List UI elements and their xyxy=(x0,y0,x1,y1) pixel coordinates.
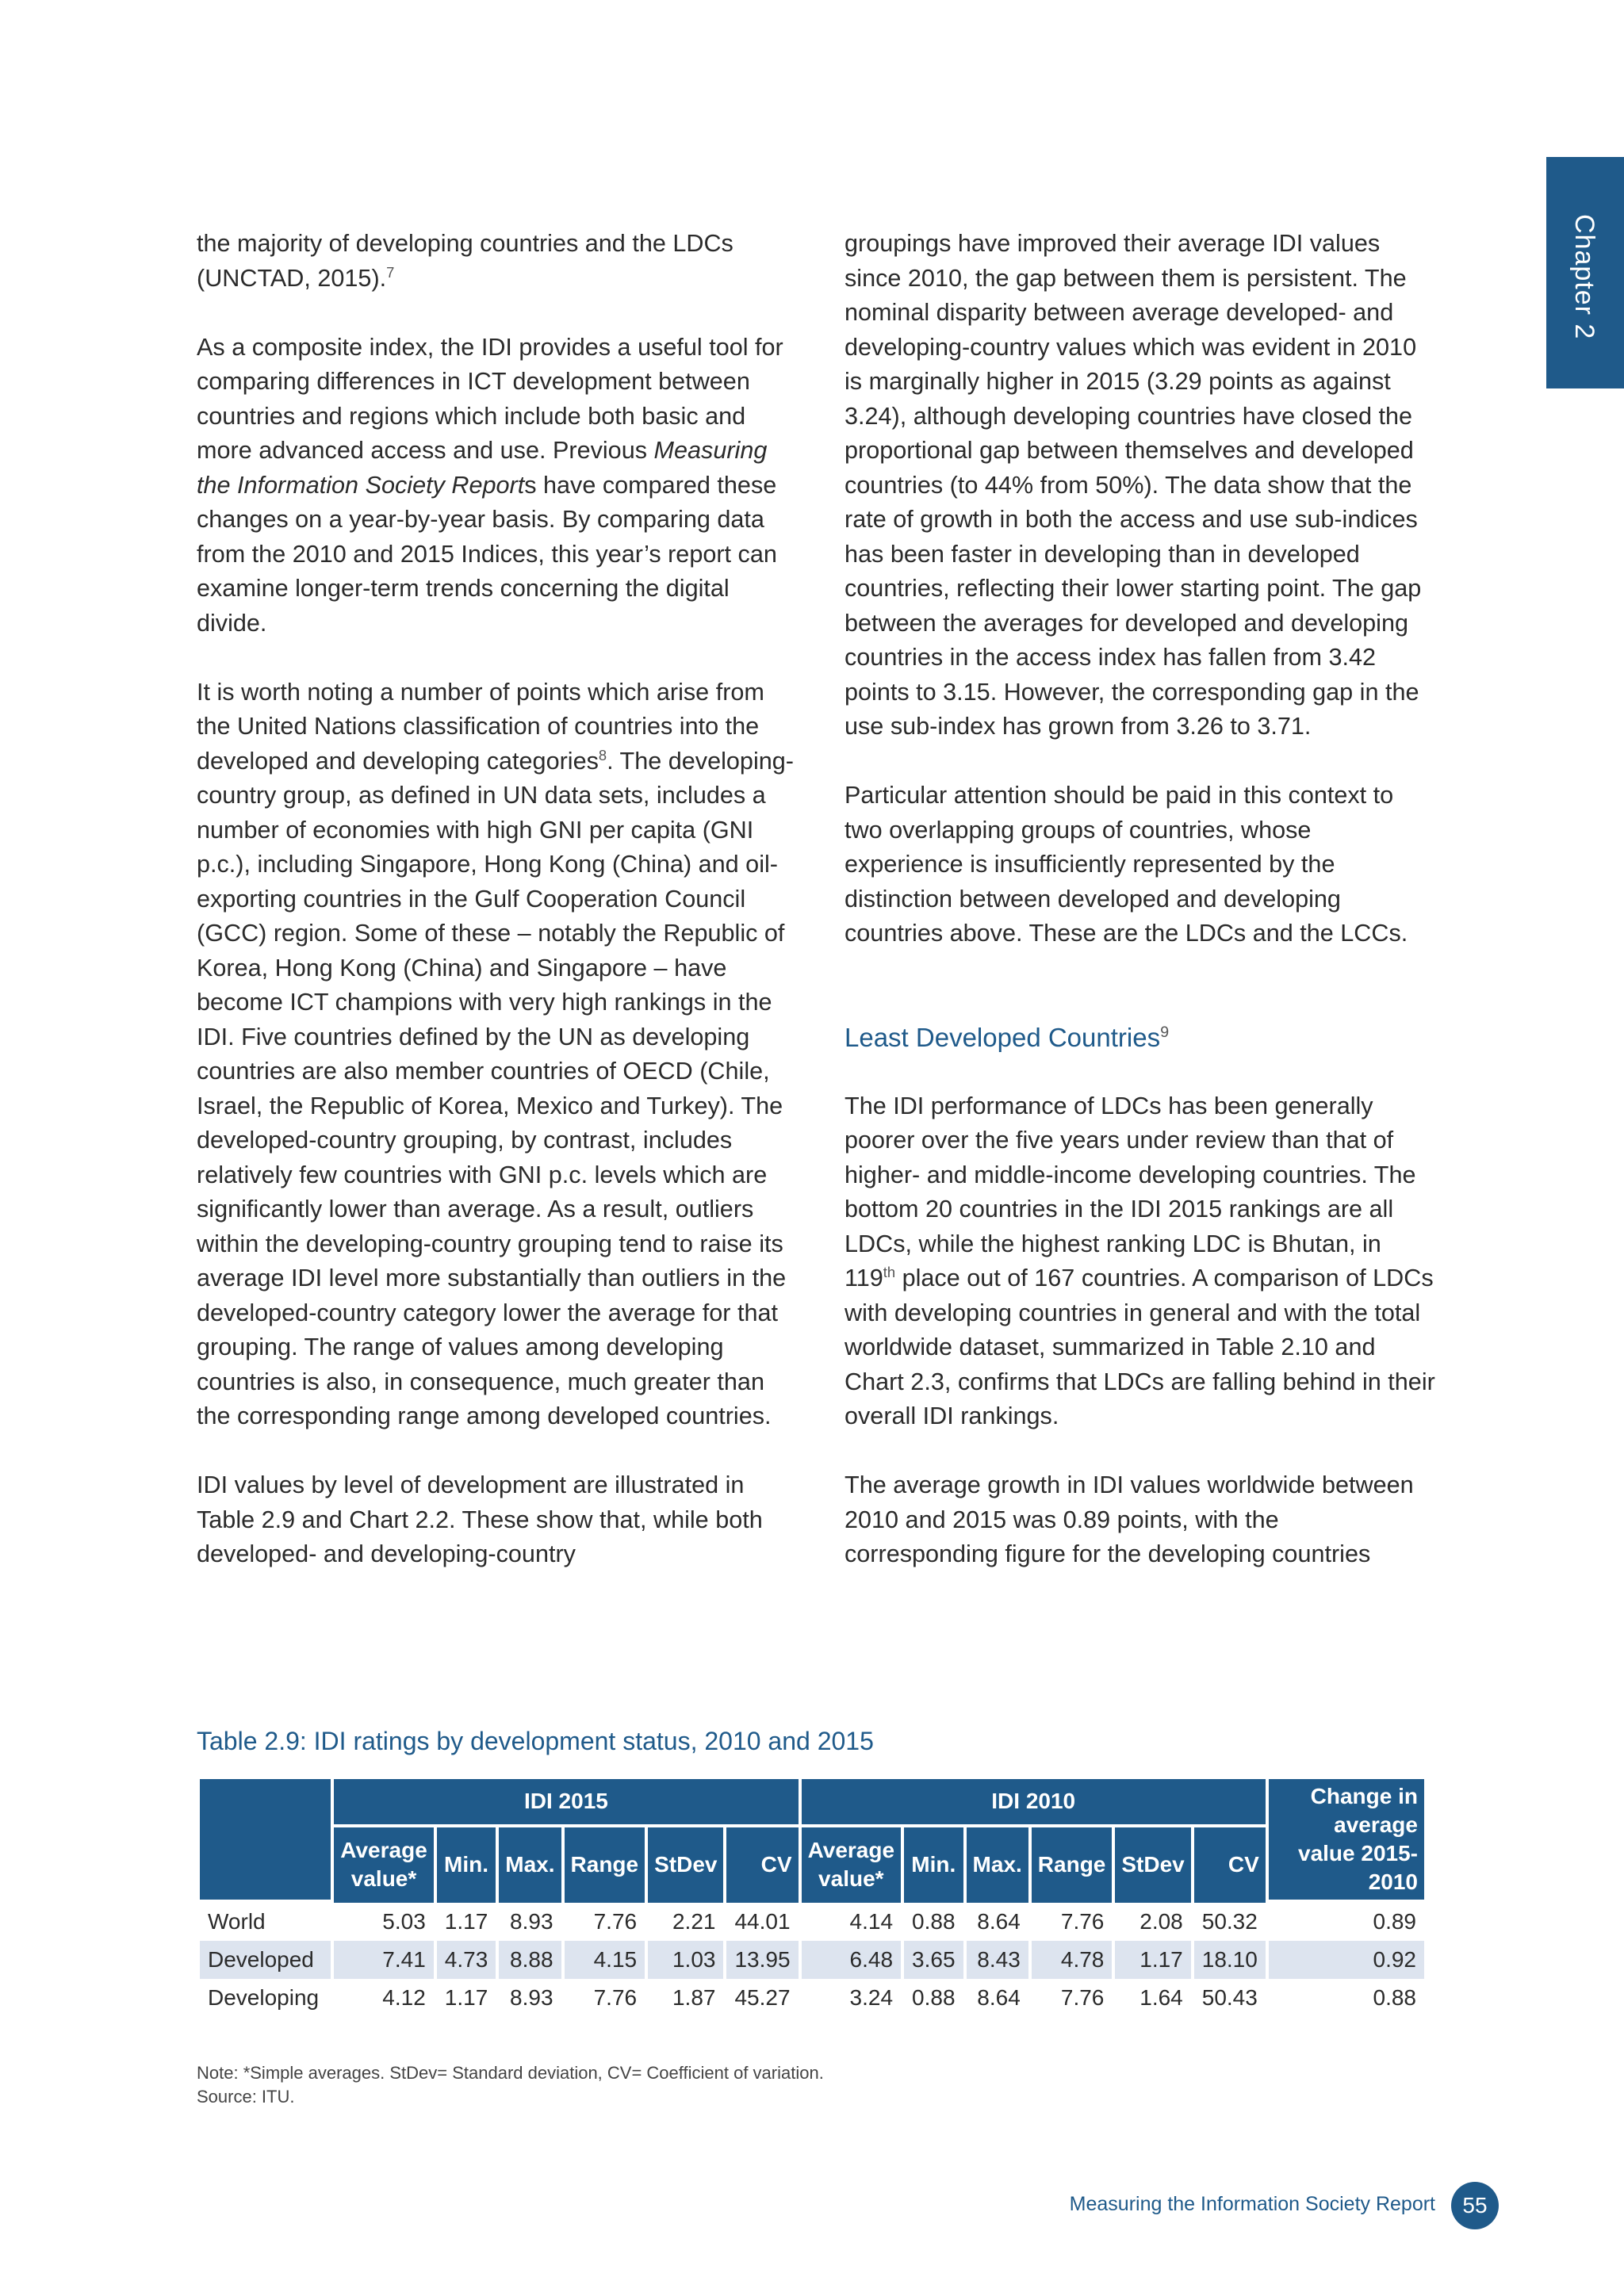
table-cell: 0.88 xyxy=(912,1909,956,1934)
table-cell: 8.93 xyxy=(510,1985,553,2010)
section-heading-ldc xyxy=(845,1020,1435,1055)
table-cell: 1.64 xyxy=(1139,1985,1183,2010)
table-cell: 0.92 xyxy=(1269,1941,1424,1979)
col-2015-min: Min. xyxy=(437,1827,496,1903)
right-paragraph-2: Particular attention should be paid in this context to two overlapping groups of countries, whose experience is insufficiently represented by the distinction between developed and developing countries above. These are the LDCs and the LCCs. xyxy=(845,782,1408,947)
table-cell: 3.65 xyxy=(904,1941,963,1979)
right-paragraph-1: groupings have improved their average IDI values since 2010, the gap between them is persistent. The nominal disparity between average developed- and developing-country values which was evident in 2010 is marginally higher in 2015 (3.29 points as against 3.24), although developing countries have closed the proportional gap between themselves and developed countries (to 44% from 50%). The data show that the rate of growth in both the access and use sub-indices has been faster in developing than in developed countries, reflecting their lower starting point. The gap between the averages for developed and developing countries in the access index has fallen from 3.42 points to 3.15. However, the corresponding gap in the use sub-index has grown from 3.26 to 3.71. xyxy=(845,230,1422,740)
table-cell: 13.95 xyxy=(726,1941,798,1979)
table-cell: 7.41 xyxy=(334,1941,433,1979)
table-cell: 4.78 xyxy=(1032,1941,1113,1979)
note-text: Note: *Simple averages. StDev= Standard deviation, CV= Coefficient of variation. xyxy=(197,2063,824,2083)
header-idi-2015: IDI 2015 xyxy=(334,1779,798,1827)
header-idi-2010: IDI 2010 xyxy=(802,1779,1266,1827)
table-cell: 8.64 xyxy=(977,1985,1021,2010)
idi-table xyxy=(197,1779,1427,2017)
right-column xyxy=(845,227,1435,1572)
table-title: Table 2.9: IDI ratings by development status, 2010 and 2015 xyxy=(197,1727,874,1755)
row-label: Developed xyxy=(200,1941,331,1979)
col-2010-average: Average value* xyxy=(802,1827,901,1903)
table-cell: 2.21 xyxy=(672,1909,716,1934)
table-header-blank xyxy=(200,1779,331,1903)
table-cell: 50.43 xyxy=(1201,1985,1258,2010)
left-paragraph-4: IDI values by level of development are illustrated in Table 2.9 and Chart 2.2. These show that, while both developed- and developing-country xyxy=(197,1471,763,1567)
table-note xyxy=(197,2061,824,2109)
table-cell: 4.73 xyxy=(437,1941,496,1979)
chapter-tab xyxy=(1546,157,1624,388)
table-cell: 1.17 xyxy=(444,1909,488,1934)
row-label: World xyxy=(208,1909,266,1934)
table-cell: 5.03 xyxy=(382,1909,426,1934)
col-2010-min: Min. xyxy=(904,1827,963,1903)
ordinal-suffix: th xyxy=(883,1263,896,1280)
table-row xyxy=(200,1941,1424,1979)
page-number: 55 xyxy=(1451,2182,1499,2229)
footnote-9: 9 xyxy=(1160,1023,1170,1041)
table-cell: 0.88 xyxy=(912,1985,956,2010)
left-p3-text-a: It is worth noting a number of points which arise from the United Nations classification of countries into the developed and developing categories xyxy=(197,678,764,775)
row-label: Developing xyxy=(208,1985,320,2010)
right-p3-text-a: The IDI performance of LDCs has been generally poorer over the five years under review than that of higher- and middle-income developing countries. The bottom 20 countries in the IDI 2015 rankings are all LDCs, while the highest ranking LDC is Bhutan, in 119 xyxy=(845,1092,1416,1292)
table-cell: 7.76 xyxy=(1060,1985,1105,2010)
left-column xyxy=(197,227,799,1572)
table-cell: 8.88 xyxy=(499,1941,561,1979)
table-cell: 4.14 xyxy=(849,1909,894,1934)
table-cell: 1.87 xyxy=(672,1985,716,2010)
table-cell: 45.27 xyxy=(734,1985,791,2010)
table-cell: 6.48 xyxy=(802,1941,901,1979)
table-row xyxy=(200,1903,1424,1941)
table-cell: 0.88 xyxy=(1373,1985,1416,2010)
left-paragraph-2 xyxy=(197,331,799,641)
col-2010-stdev: StDev xyxy=(1115,1827,1190,1903)
footnote-7: 7 xyxy=(386,263,395,281)
table-cell: 3.24 xyxy=(849,1985,894,2010)
table-cell: 7.76 xyxy=(593,1909,638,1934)
footer-report-title: Measuring the Information Society Report xyxy=(1069,2193,1435,2215)
left-p2-text-b: s have compared these changes on a year-by-year basis. By comparing data from the 2010 and 2015 Indices, this year’s report can examine longer-term trends concerning the digital divide. xyxy=(197,471,777,637)
table-cell: 7.76 xyxy=(1060,1909,1105,1934)
table-cell: 44.01 xyxy=(734,1909,791,1934)
table-cell: 18.10 xyxy=(1194,1941,1266,1979)
right-paragraph-3 xyxy=(845,1089,1435,1434)
table-cell: 0.89 xyxy=(1373,1909,1416,1934)
header-change: Change in average value 2015-2010 xyxy=(1269,1779,1424,1903)
table-cell: 8.64 xyxy=(977,1909,1021,1934)
col-2010-range: Range xyxy=(1032,1827,1113,1903)
table-cell: 8.93 xyxy=(510,1909,553,1934)
col-2010-cv: CV xyxy=(1194,1827,1266,1903)
table-cell: 50.32 xyxy=(1201,1909,1258,1934)
col-2015-average: Average value* xyxy=(334,1827,433,1903)
col-2010-max: Max. xyxy=(967,1827,1028,1903)
left-p1-text: the majority of developing countries and the LDCs (UNCTAD, 2015). xyxy=(197,230,733,292)
chapter-label: Chapter 2 xyxy=(1569,214,1599,340)
col-2015-range: Range xyxy=(565,1827,645,1903)
col-2015-max: Max. xyxy=(499,1827,561,1903)
table-cell: 1.17 xyxy=(444,1985,488,2010)
col-2015-cv: CV xyxy=(726,1827,798,1903)
source-text: Source: ITU. xyxy=(197,2087,295,2107)
left-paragraph-1 xyxy=(197,227,799,296)
table-row xyxy=(200,1979,1424,2017)
table-cell: 7.76 xyxy=(593,1985,638,2010)
table-cell: 1.17 xyxy=(1115,1941,1190,1979)
section-heading-text: Least Developed Countries xyxy=(845,1022,1161,1052)
left-p2-text-a: As a composite index, the IDI provides a useful tool for comparing differences in ICT development between countries and regions which include both basic and more advanced access and use. Previous xyxy=(197,333,783,464)
table-cell: 4.12 xyxy=(382,1985,426,2010)
table-cell: 2.08 xyxy=(1139,1909,1183,1934)
table-cell: 8.43 xyxy=(967,1941,1028,1979)
footnote-8: 8 xyxy=(598,746,607,763)
table-cell: 1.03 xyxy=(648,1941,723,1979)
right-paragraph-4: The average growth in IDI values worldwide between 2010 and 2015 was 0.89 points, with the corresponding figure for the developing countries xyxy=(845,1471,1414,1567)
left-p3-text-b: . The developing-country group, as defined in UN data sets, includes a number of economies with high GNI per capita (GNI p.c.), including Singapore, Hong Kong (China) and oil-exporting countries in the Gulf Cooperation Council (GCC) region. Some of these – notably the Republic of Korea, Hong Kong (China) and Singapore – have become ICT champions with very high rankings in the IDI. Five countries defined by the UN as developing countries are also member countries of OECD (Chile, Israel, the Republic of Korea, Mexico and Turkey). The developed-country grouping, by contrast, includes relatively few countries with GNI p.c. levels which are significantly lower than average. As a result, outliers within the developing-country grouping tend to raise its average IDI level more substantially than outliers in the developed-country category lower the average for that grouping. The range of values among developing countries is also, in consequence, much greater than the corresponding range among developed countries. xyxy=(197,747,794,1429)
left-paragraph-3 xyxy=(197,675,799,1434)
col-2015-stdev: StDev xyxy=(648,1827,723,1903)
right-p3-text-b: place out of 167 countries. A comparison of LDCs with developing countries in general and with the total worldwide dataset, summarized in Table 2.10 and Chart 2.3, confirms that LDCs are falling behind in their overall IDI rankings. xyxy=(845,1265,1435,1429)
report-title-italic: Measuring the Information Society Report xyxy=(197,437,768,499)
table-cell: 4.15 xyxy=(565,1941,645,1979)
